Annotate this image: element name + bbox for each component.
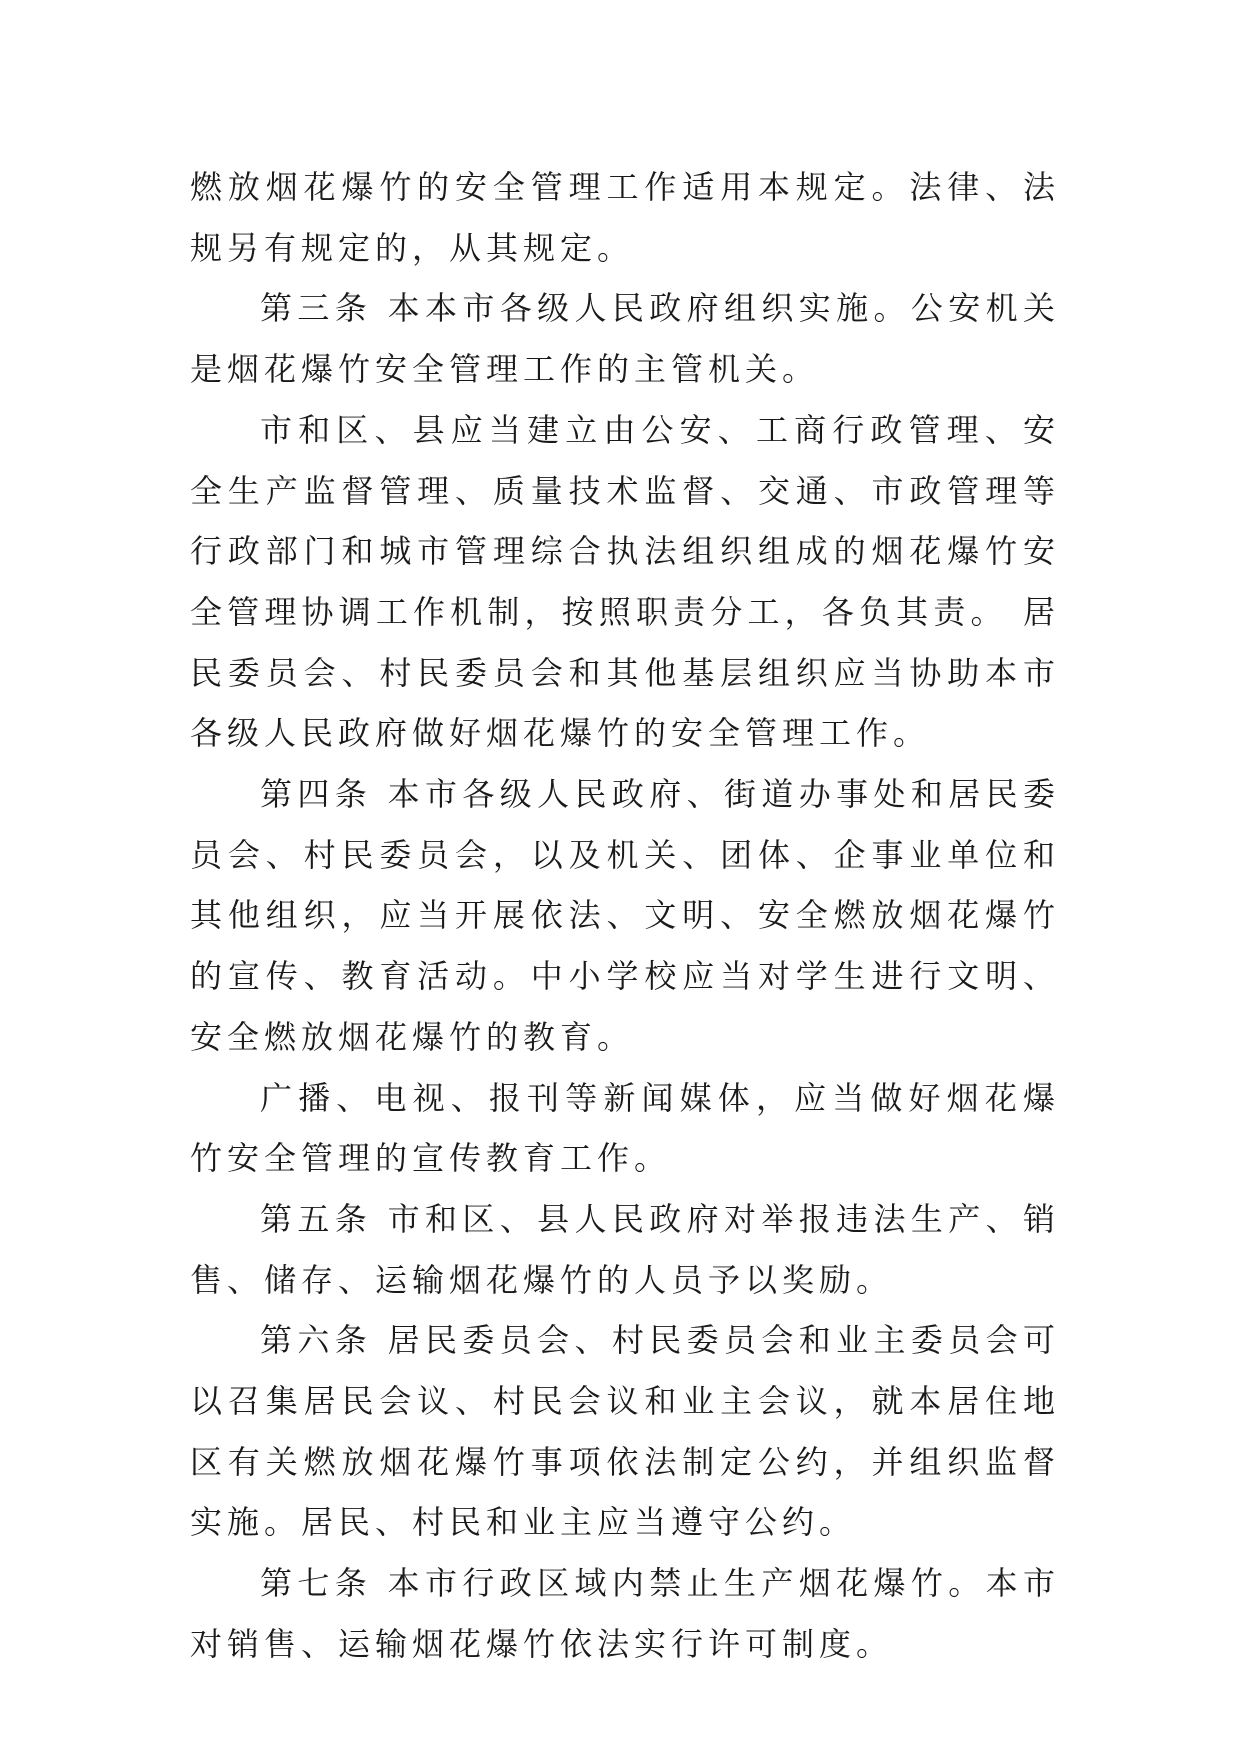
- paragraph-article-3: 第三条 本本市各级人民政府组织实施。公安机关是烟花爆竹安全管理工作的主管机关。: [190, 289, 1060, 389]
- paragraph-article-6: 第六条 居民委员会、村民委员会和业主委员会可以召集居民会议、村民会议和业主会议，就本居住地区有关燃放烟花爆竹事项依法制定公约，并组织监督实施。居民、村民和业主应当遵守公约。: [190, 1321, 1060, 1542]
- document-body: [190, 157, 1060, 1675]
- paragraph-article-7: 第七条 本市行政区域内禁止生产烟花爆竹。本市对销售、运输烟花爆竹依法实行许可制度。: [190, 1564, 1060, 1663]
- paragraph-article-4: 第四条 本市各级人民政府、街道办事处和居民委员会、村民委员会，以及机关、团体、企事业单位和其他组织，应当开展依法、文明、安全燃放烟花爆竹的宣传、教育活动。中小学校应当对学生进行文明、安全燃放烟花爆竹的教育。: [190, 775, 1060, 1056]
- paragraph-article-5: 第五条 市和区、县人民政府对举报违法生产、销售、储存、运输烟花爆竹的人员予以奖励。: [190, 1199, 1060, 1299]
- paragraph-continuation: 燃放烟花爆竹的安全管理工作适用本规定。法律、法规另有规定的，从其规定。: [190, 168, 1060, 267]
- paragraph-coordination-mechanism: 市和区、县应当建立由公安、工商行政管理、安全生产监督管理、质量技术监督、交通、市政管理等行政部门和城市管理综合执法组织组成的烟花爆竹安全管理协调工作机制，按照职责分工，各负其责。 居民委员会、村民委员会和其他基层组织应当协助本市各级人民政府做好烟花爆竹的安全管理工作。: [190, 410, 1060, 753]
- paragraph-media-education: 广播、电视、报刊等新闻媒体，应当做好烟花爆竹安全管理的宣传教育工作。: [190, 1078, 1060, 1178]
